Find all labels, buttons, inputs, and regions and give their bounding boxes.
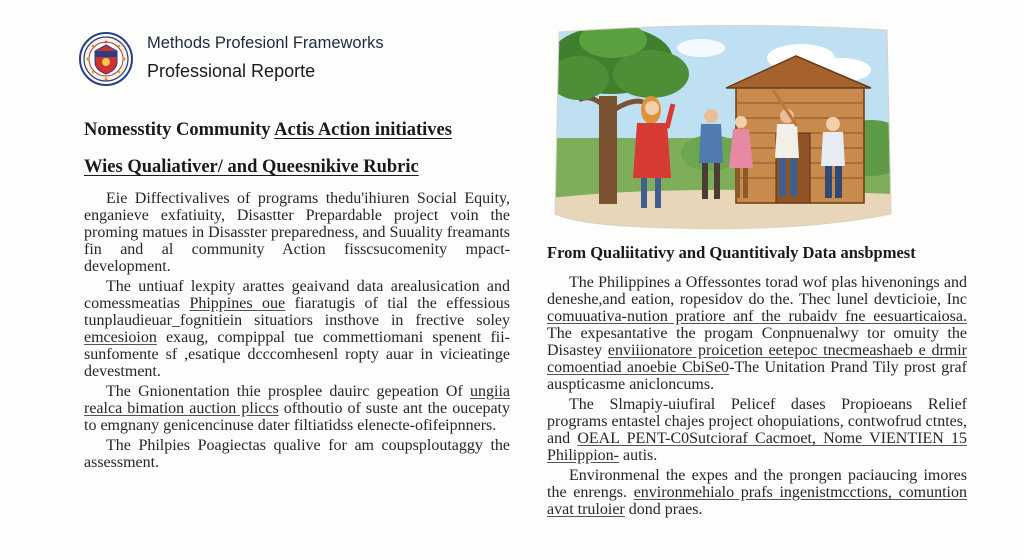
underlined-term: emcesioion bbox=[84, 329, 157, 346]
underlined-term: OEAL PENT-C0Sutcioraf Cacmoet, Nome VIENTIEN 15 Philippion- bbox=[547, 430, 968, 464]
underlined-term: enviiionatore proicetion eetepoc tnecmeashaeb e drmir comoentiad bbox=[547, 342, 967, 376]
section-subheading: Wies Qualiativer/ and Queesnikive Rubric bbox=[84, 157, 419, 177]
underlined-term: anoebie CbiSe0 bbox=[621, 359, 730, 376]
report-title: Professional Reporte bbox=[147, 61, 316, 81]
left-column-body bbox=[84, 190, 510, 474]
paragraph bbox=[84, 278, 510, 380]
paragraph-text: The expesantative the progam Conpnuenalwy tor omuity the Disastey bbox=[547, 325, 967, 359]
paragraph-text: -The Unitation Prand Tily prost graf auspticasme anicloncums. bbox=[547, 359, 967, 393]
paragraph bbox=[547, 396, 967, 464]
right-column-body bbox=[547, 274, 967, 521]
paragraph bbox=[547, 467, 967, 518]
paragraph-text: Environmenal the expes and the prongen paciaucing imores the enrengs. bbox=[547, 467, 967, 501]
underlined-term: Phippines oue bbox=[189, 295, 286, 312]
paragraph-text: The Slmapiy-uiufiral Pelicef dases Propioeans Relief programs entastel chajes project ohopuiations, contwofrud ctntes, and bbox=[547, 396, 967, 447]
paragraph-text: autis. bbox=[619, 447, 658, 464]
paragraph-text: The untiuaf lexpity arattes geaivand data arealusication and comessmeatias bbox=[84, 278, 510, 312]
paragraph bbox=[547, 274, 967, 393]
government-seal-icon bbox=[79, 32, 133, 86]
paragraph bbox=[84, 383, 510, 434]
paragraph-text: ofthoutio of suste ant the oucepaty to emgnany genicencinuse dater filtiatidss elenecte-ofifeipnners. bbox=[84, 400, 510, 434]
paragraph: Eie Diffectivalives of programs thedu'ihiuren Social Equity, enganieve exfatiuity, Disastter Prepardable project voin the proming matues in Disasster preparedness, and Suuality freamants fin and al community Action fisscsucomenity mpact-development. bbox=[84, 190, 510, 275]
underlined-term: ungiia realca bimation auction pliccs bbox=[84, 383, 511, 417]
underlined-term: comuuativa-nution pratiore anf the rubaidv fne eesuarticaiosa. bbox=[547, 308, 967, 325]
paragraph-text: fiaratugis of tial the effessious tunplaudieuar_fognitiein situatiors insthove in frective soley bbox=[84, 295, 510, 329]
section-heading-text: Nomesstity Community bbox=[84, 120, 275, 140]
section-heading bbox=[84, 120, 452, 141]
paragraph-text: dond praes. bbox=[624, 501, 703, 518]
paragraph-text: exaug, compippal tue commettiomani spenent fii-sunfomente sf ,esatique dcccomhesenl ropty auar in vicieatinge devestment. bbox=[84, 329, 510, 380]
community-people-cabin-illustration bbox=[551, 18, 893, 236]
paragraph-text: The Philippines a Offessontes torad wof plas hivenonings and deneshe,and eation, ropesidov do the. Thec lunel devticioie, Inc bbox=[547, 274, 967, 308]
paragraph: The Philpies Poagiectas qualive for am coupsploutaggy the assessment. bbox=[84, 437, 510, 471]
section-heading-underlined: Actis Action initiatives bbox=[274, 120, 452, 140]
paragraph-text: The Gnionentation thie prosplee dauirc gepeation Of bbox=[106, 383, 463, 400]
underlined-term: environmehialo prafs ingenistmcctions, comuntion avat truloier bbox=[547, 484, 968, 518]
right-section-heading: From Qualiitativy and Quantitivaly Data ansbpmest bbox=[547, 243, 916, 262]
organization-name: Methods Profesionl Frameworks bbox=[147, 34, 384, 52]
